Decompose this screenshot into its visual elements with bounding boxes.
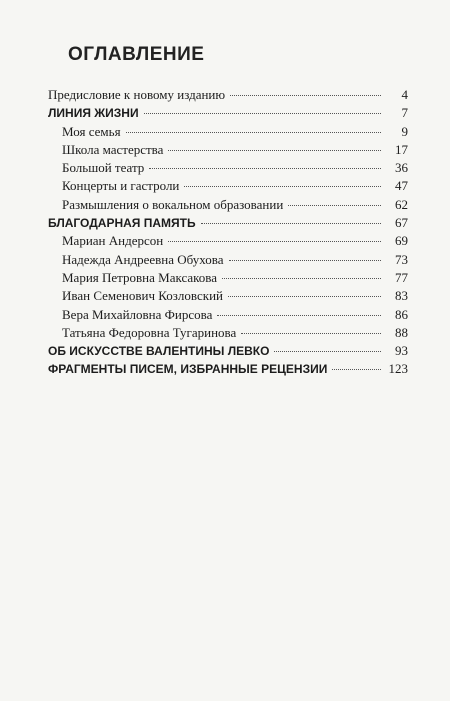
toc-heading: ОГЛАВЛЕНИЕ — [68, 44, 205, 65]
toc-entry — [48, 232, 408, 250]
toc-entry-page: 9 — [401, 123, 408, 139]
toc-entry-page: 93 — [395, 343, 408, 359]
toc-entry-title: Моя семья — [62, 123, 121, 139]
toc-entry-title: Предисловие к новому изданию — [48, 87, 226, 102]
toc-entry — [48, 324, 408, 342]
dot-leader — [168, 150, 381, 151]
toc-entry — [48, 123, 408, 141]
dot-leader — [168, 241, 381, 242]
toc-entry-title: Концерты и гастроли — [62, 178, 180, 194]
toc-entry-title: Мария Петровна Максакова — [62, 269, 218, 285]
dot-leader — [144, 113, 381, 114]
toc-entry-page: 4 — [401, 87, 408, 102]
dot-leader — [217, 315, 381, 316]
toc-entry-page: 36 — [395, 160, 408, 176]
toc-entry — [48, 306, 408, 324]
toc-entry-page: 62 — [395, 196, 408, 212]
toc-entry — [48, 177, 408, 195]
toc-list — [48, 86, 408, 379]
toc-entry-title: БЛАГОДАРНАЯ ПАМЯТЬ — [48, 216, 196, 231]
dot-leader — [149, 168, 381, 169]
toc-entry-page: 123 — [388, 361, 408, 377]
toc-entry — [48, 251, 408, 269]
dot-leader — [228, 296, 381, 297]
toc-entry — [48, 342, 408, 360]
toc-entry-title: Размышления о вокальном образовании — [62, 196, 284, 212]
toc-entry-title: Школа мастерства — [62, 141, 164, 157]
dot-leader — [241, 333, 381, 334]
toc-entry-title: Вера Михайловна Фирсова — [62, 306, 213, 322]
toc-entry — [48, 214, 408, 232]
toc-entry-page: 67 — [395, 215, 408, 231]
toc-entry-title: Мариан Андерсон — [62, 233, 164, 249]
toc-entry-title: ОБ ИСКУССТВЕ ВАЛЕНТИНЫ ЛЕВКО — [48, 344, 270, 359]
toc-entry — [48, 141, 408, 159]
toc-entry-page: 86 — [395, 306, 408, 322]
toc-entry — [48, 196, 408, 214]
toc-entry-title: Большой театр — [62, 160, 145, 176]
dot-leader — [126, 132, 381, 133]
dot-leader — [184, 186, 381, 187]
toc-entry-page: 69 — [395, 233, 408, 249]
toc-entry — [48, 86, 408, 104]
toc-entry — [48, 269, 408, 287]
toc-entry-title: Надежда Андреевна Обухова — [62, 251, 224, 267]
toc-entry-page: 88 — [395, 324, 408, 340]
dot-leader — [222, 278, 381, 279]
toc-entry-page: 7 — [401, 105, 408, 121]
dot-leader — [201, 223, 381, 224]
dot-leader — [332, 369, 381, 370]
toc-entry — [48, 159, 408, 177]
toc-entry-page: 47 — [395, 178, 408, 194]
toc-entry — [48, 104, 408, 122]
toc-entry-title: ЛИНИЯ ЖИЗНИ — [48, 106, 139, 121]
dot-leader — [229, 260, 381, 261]
toc-entry-title: Иван Семенович Козловский — [62, 288, 223, 304]
dot-leader — [288, 205, 381, 206]
toc-entry-page: 77 — [395, 269, 408, 285]
toc-entry — [48, 287, 408, 305]
toc-entry-page: 83 — [395, 288, 408, 304]
toc-entry-title: ФРАГМЕНТЫ ПИСЕМ, ИЗБРАННЫЕ РЕЦЕНЗИИ — [48, 362, 328, 377]
toc-entry — [48, 360, 408, 378]
toc-entry-title: Татьяна Федоровна Тугаринова — [62, 324, 237, 340]
dot-leader — [230, 95, 381, 96]
dot-leader — [274, 351, 381, 352]
toc-entry-page: 17 — [395, 141, 408, 157]
toc-entry-page: 73 — [395, 251, 408, 267]
